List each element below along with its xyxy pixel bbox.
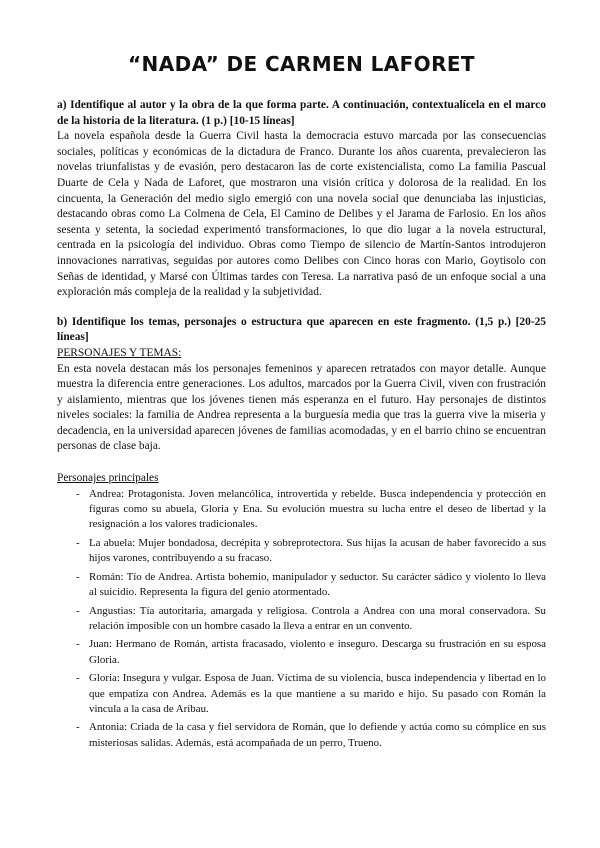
character-andrea: Andrea: Protagonista. Joven melancólica, introvertida y rebelde. Busca independencia y protección en figuras como su abuela, Gloria y Ena. Su evolución muestra su lucha entre el deseo de libertad y la resignación a los valores tradicionales. [89, 487, 546, 531]
list-item [76, 604, 546, 635]
answer-a-paragraph: La novela española desde la Guerra Civil hasta la democracia estuvo marcada por las consecuencias sociales, políticas y económicas de la dictadura de Franco. Durante los años cuarenta, prevalecieron las novelas triunfalistas y de evasión, pero destacaron las de corte existencialista, como La familia Pascual Duarte de Cela y Nada de Laforet, que mostraron una visión crítica y dolorosa de la realidad. En los cincuenta, la Generación del medio siglo emergió con una novela social que denunciaba las injusticias, destacando obras como La Colmena de Cela, El Camino de Delibes y el Jarama de Farlosio. En los años sesenta y setenta, la sociedad experimentó transformaciones, lo que dio lugar a la novela estructural, centrada en la psicología del individuo. Obras como Tiempo de silencio de Martín-Santos introdujeron innovaciones narrativas, seguidas por autores como Delibes con Cinco horas con Mario, Goytisolo con Señas de identidad, y Marsé con Últimas tardes con Teresa. La narrativa pasó de un enfoque social a una exploración más compleja de la realidad y la subjetividad. [57, 130, 546, 299]
dash-bullet: - [76, 536, 80, 549]
list-item [76, 671, 546, 717]
dash-bullet: - [76, 487, 80, 500]
character-gloria: Gloria: Insegura y vulgar. Esposa de Juan. Víctima de su violencia, busca independencia y libertad en lo que empatiza con Andrea. Además es la que mantiene a su marido e hijo. Su pasado con Román la vincula a la casa de Aribau. [89, 672, 546, 715]
list-item [76, 637, 546, 668]
personajes-temas-heading: PERSONAJES Y TEMAS: [57, 346, 182, 359]
characters-heading: Personajes principales [57, 472, 159, 485]
list-item [76, 487, 546, 533]
list-item [76, 536, 546, 567]
character-juan: Juan: Hermano de Román, artista fracasado, violento e inseguro. Descarga su frustración en su esposa Gloria. [89, 638, 546, 666]
character-abuela: La abuela: Mujer bondadosa, decrépita y sobreprotectora. Sus hijas la acusan de haber favorecido a sus hijos varones, contribuyendo a su fracaso. [89, 536, 546, 565]
list-item [76, 720, 546, 751]
intro-paragraph: En esta novela destacan más los personajes femeninos y aparecen retratados con mayor detalle. Aunque muestra la diferencia entre generaciones. Los adultos, marcados por la Guerra Civil, viven con frustración y aislamiento, mientras que los jóvenes tienen más esperanza en el futuro. Hay personajes de distintos niveles sociales: la familia de Andrea representa a la burguesía media que tras la guerra vive la miseria y decadencia, en la universidad aparecen jóvenes de familias acomodadas, y en el barrio chino se encuentran personas de clase baja. [57, 362, 546, 453]
dash-bullet: - [76, 570, 80, 583]
character-roman: Román: Tío de Andrea. Artista bohemio, manipulador y seductor. Su carácter sádico y violento lo lleva al suicidio. Representa la figura del genio atormentado. [89, 570, 546, 599]
dash-bullet: - [76, 672, 80, 685]
dash-bullet: - [76, 638, 80, 651]
character-angustias: Angustias: Tía autoritaria, amargada y religiosa. Controla a Andrea con una moral conservadora. Su relación imposible con un hombre casado la lleva a entrar en un convento. [89, 604, 546, 632]
list-item [76, 570, 546, 601]
document-title: “NADA” DE CARMEN LAFORET [128, 52, 475, 76]
dash-bullet: - [76, 721, 80, 734]
character-antonia: Antonia: Criada de la casa y fiel servidora de Román, que lo defiende y actúa como su cómplice en sus misteriosas salidas. Además, está acompañada de un perro, Trueno. [89, 721, 546, 749]
characters-list [57, 487, 546, 752]
question-a: a) Identifique al autor y la obra de la que forma parte. A continuación, contextualícela en el marco de la historia de la literatura. (1 p.) [10-15 líneas] [57, 99, 546, 127]
question-b: b) Identifique los temas, personajes o estructura que aparecen en este fragmento. (1,5 p.) [20-25 líneas] [57, 315, 546, 344]
dash-bullet: - [76, 604, 80, 617]
